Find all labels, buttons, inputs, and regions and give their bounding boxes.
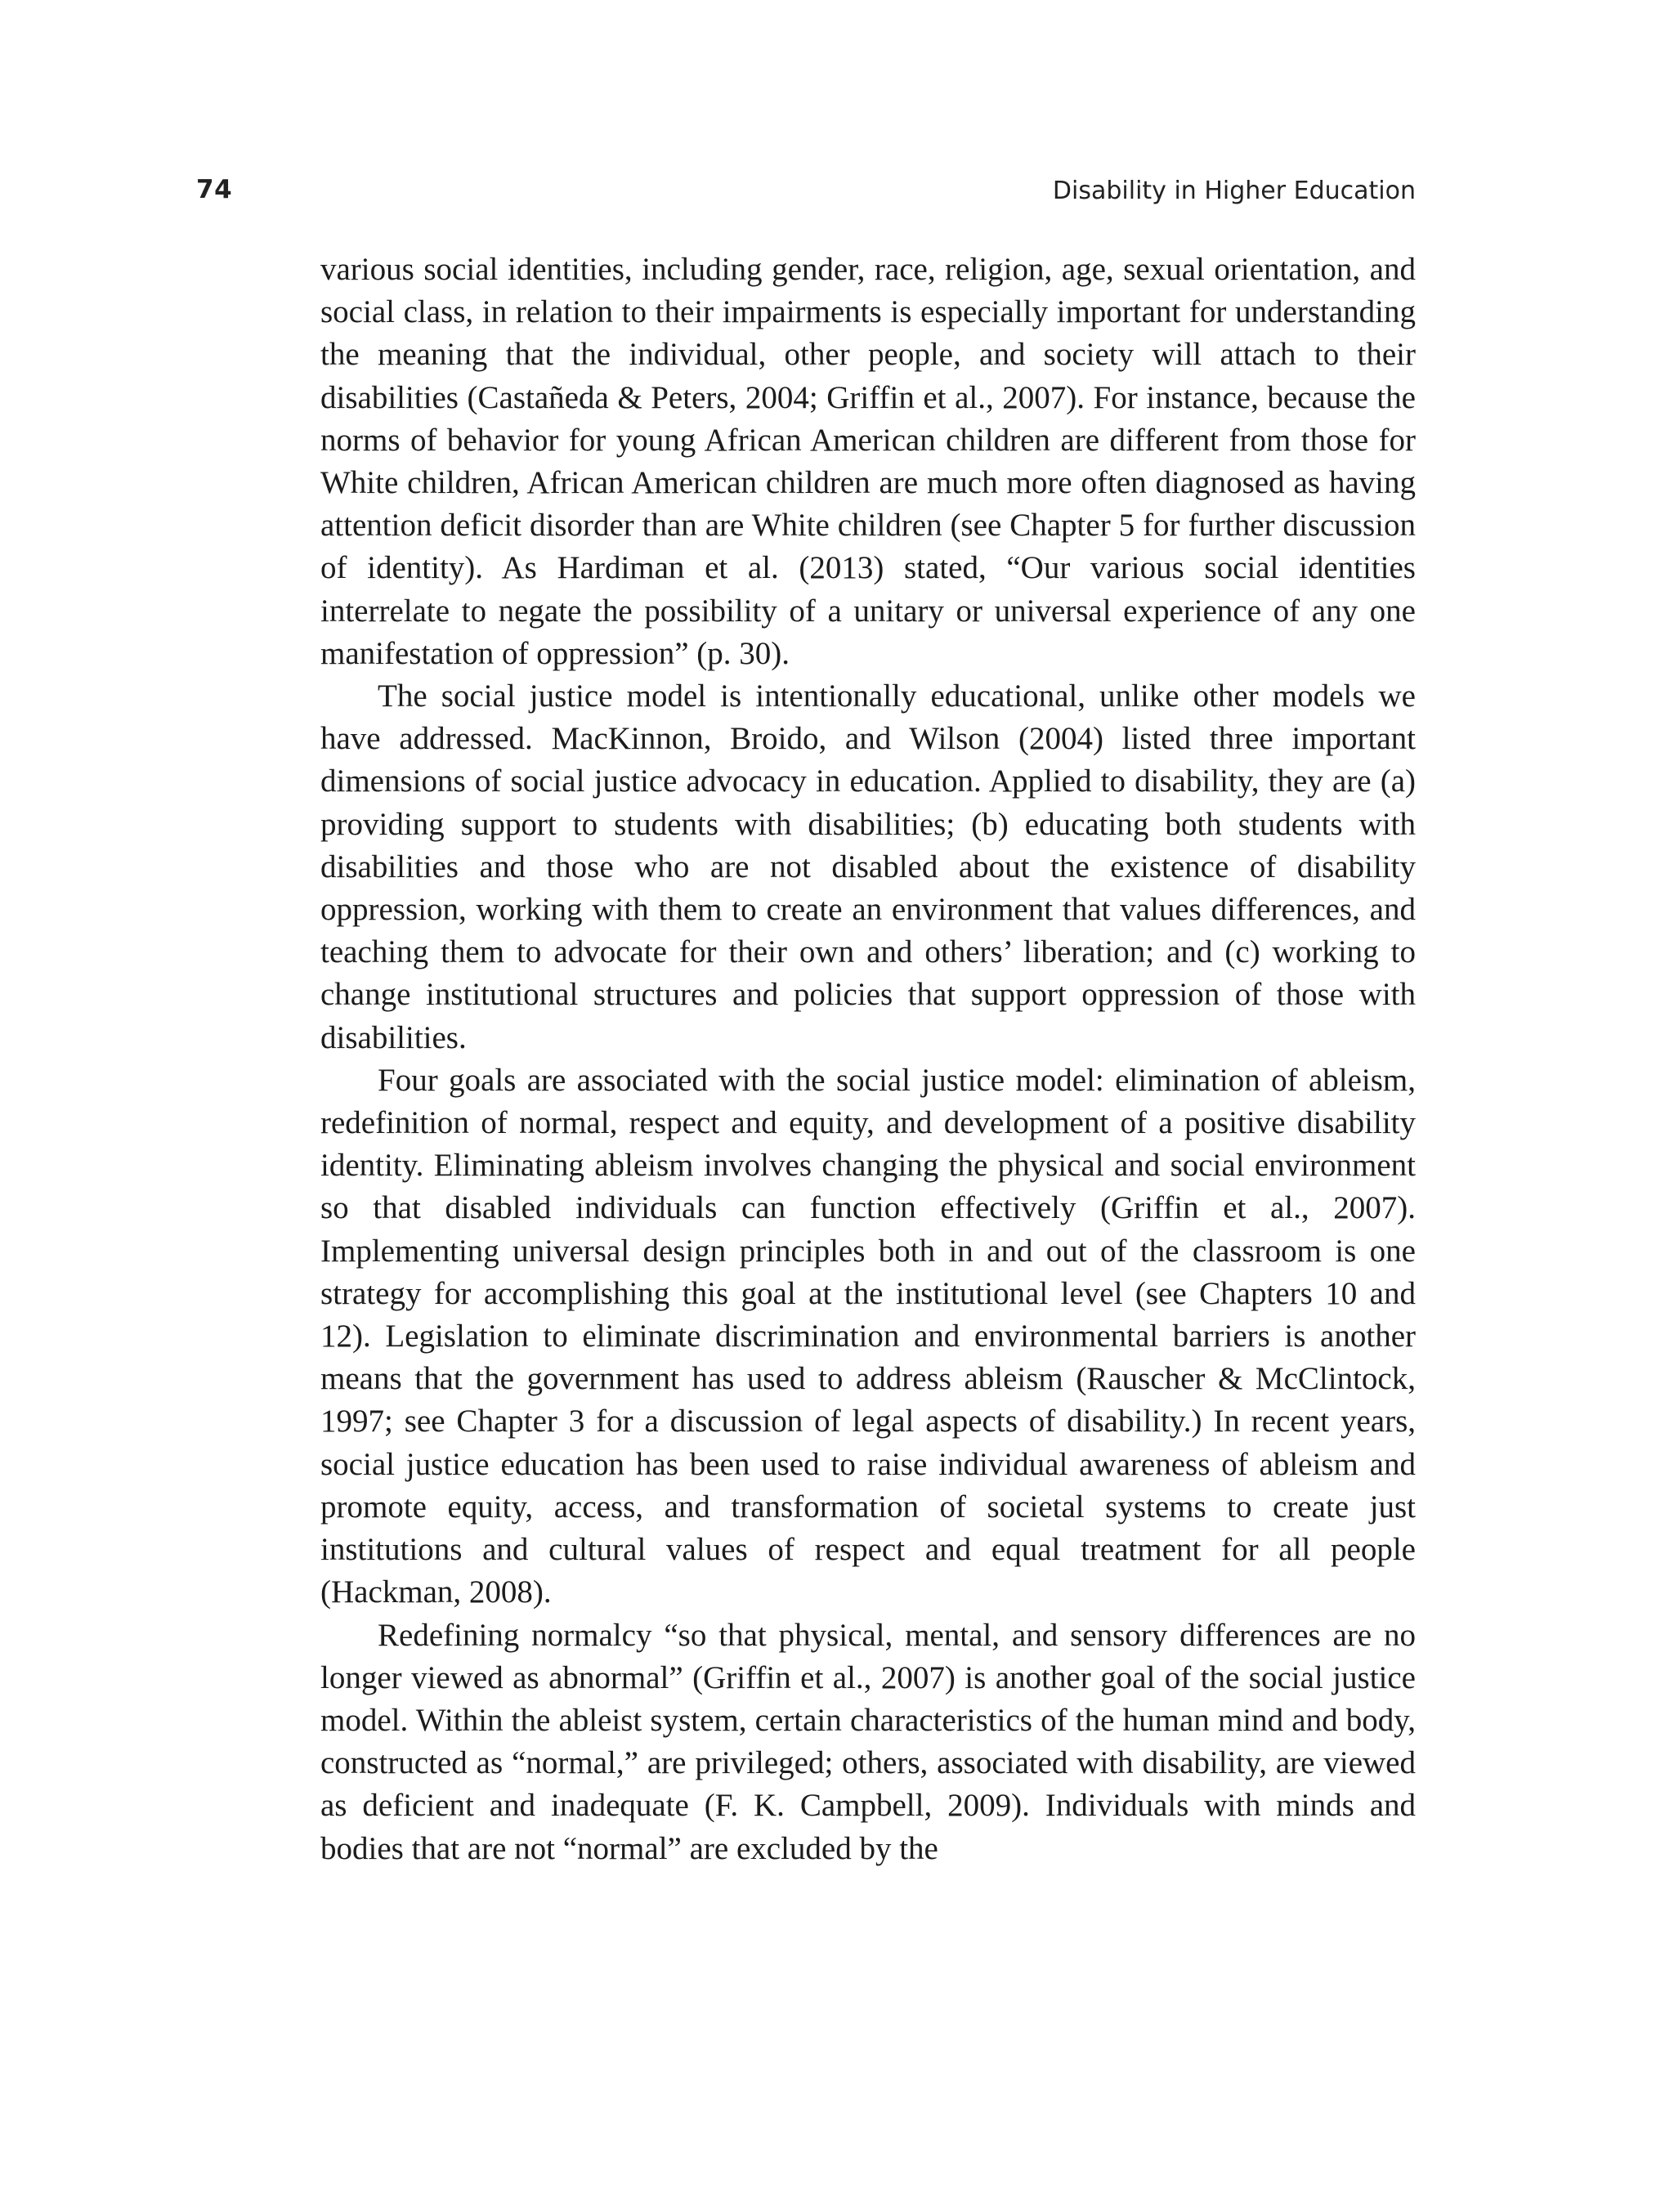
paragraph-social-justice-model: The social justice model is intentionally educational, unlike other models we have addressed. MacKinnon, Broido, and Wilson (2004) listed three important dimensions of social justice advocacy in education. Applied to disability, they are (a) providing support to students with disabilities; (b) educating both students with disabilities and those who are not disabled about the existence of disability oppression, working with them to create an environment that values differences, and teaching them to advocate for their own and others’ liberation; and (c) working to change institutional structures and policies that support oppression of those with disabilities. — [320, 678, 1416, 1055]
book-title: Disability in Higher Education — [1052, 177, 1416, 205]
page-number: 74 — [196, 175, 233, 204]
paragraph-redefining-normalcy: Redefining normalcy “so that physical, mental, and sensory differences are no longer viewed as abnormal” (Griffin et al., 2007) is another goal of the social justice model. Within the ableist system, certain characteristics of the human mind and body, constructed as “normal,” are privileged; others, associated with disability, are viewed as deficient and inadequate (F. K. Campbell, 2009). Individuals with minds and bodies that are not “normal” are excluded by the — [320, 1617, 1416, 1866]
running-header — [196, 175, 1416, 211]
paragraph-four-goals: Four goals are associated with the social justice model: elimination of ableism, redefinition of normal, respect and equity, and development of a positive disability identity. Eliminating ableism involves changing the physical and social environment so that disabled individuals can function effectively (Griffin et al., 2007). Implementing universal design principles both in and out of the classroom is one strategy for accomplishing this goal at the institutional level (see Chapters 10 and 12). Legislation to eliminate discrimination and environmental barriers is another means that the government has used to address ableism (Rauscher & McClintock, 1997; see Chapter 3 for a discussion of legal aspects of disability.) In recent years, social justice education has been used to raise individual awareness of ableism and promote equity, access, and transformation of societal systems to create just institutions and cultural values of respect and equal treatment for all people (Hackman, 2008). — [320, 1062, 1416, 1610]
body-text — [320, 249, 1416, 1870]
paragraph-continued: various social identities, including gender, race, religion, age, sexual orientation, and social class, in relation to their impairments is especially important for understanding the meaning that the individual, other people, and society will attach to their disabilities (Castañeda & Peters, 2004; Griffin et al., 2007). For instance, because the norms of behavior for young African American children are different from those for White children, African American children are much more often diagnosed as having attention deficit disorder than are White children (see Chapter 5 for further discussion of identity). As Hardiman et al. (2013) stated, “Our various social identities interrelate to negate the possibility of a unitary or universal experience of any one manifestation of oppression” (p. 30). — [320, 252, 1416, 671]
